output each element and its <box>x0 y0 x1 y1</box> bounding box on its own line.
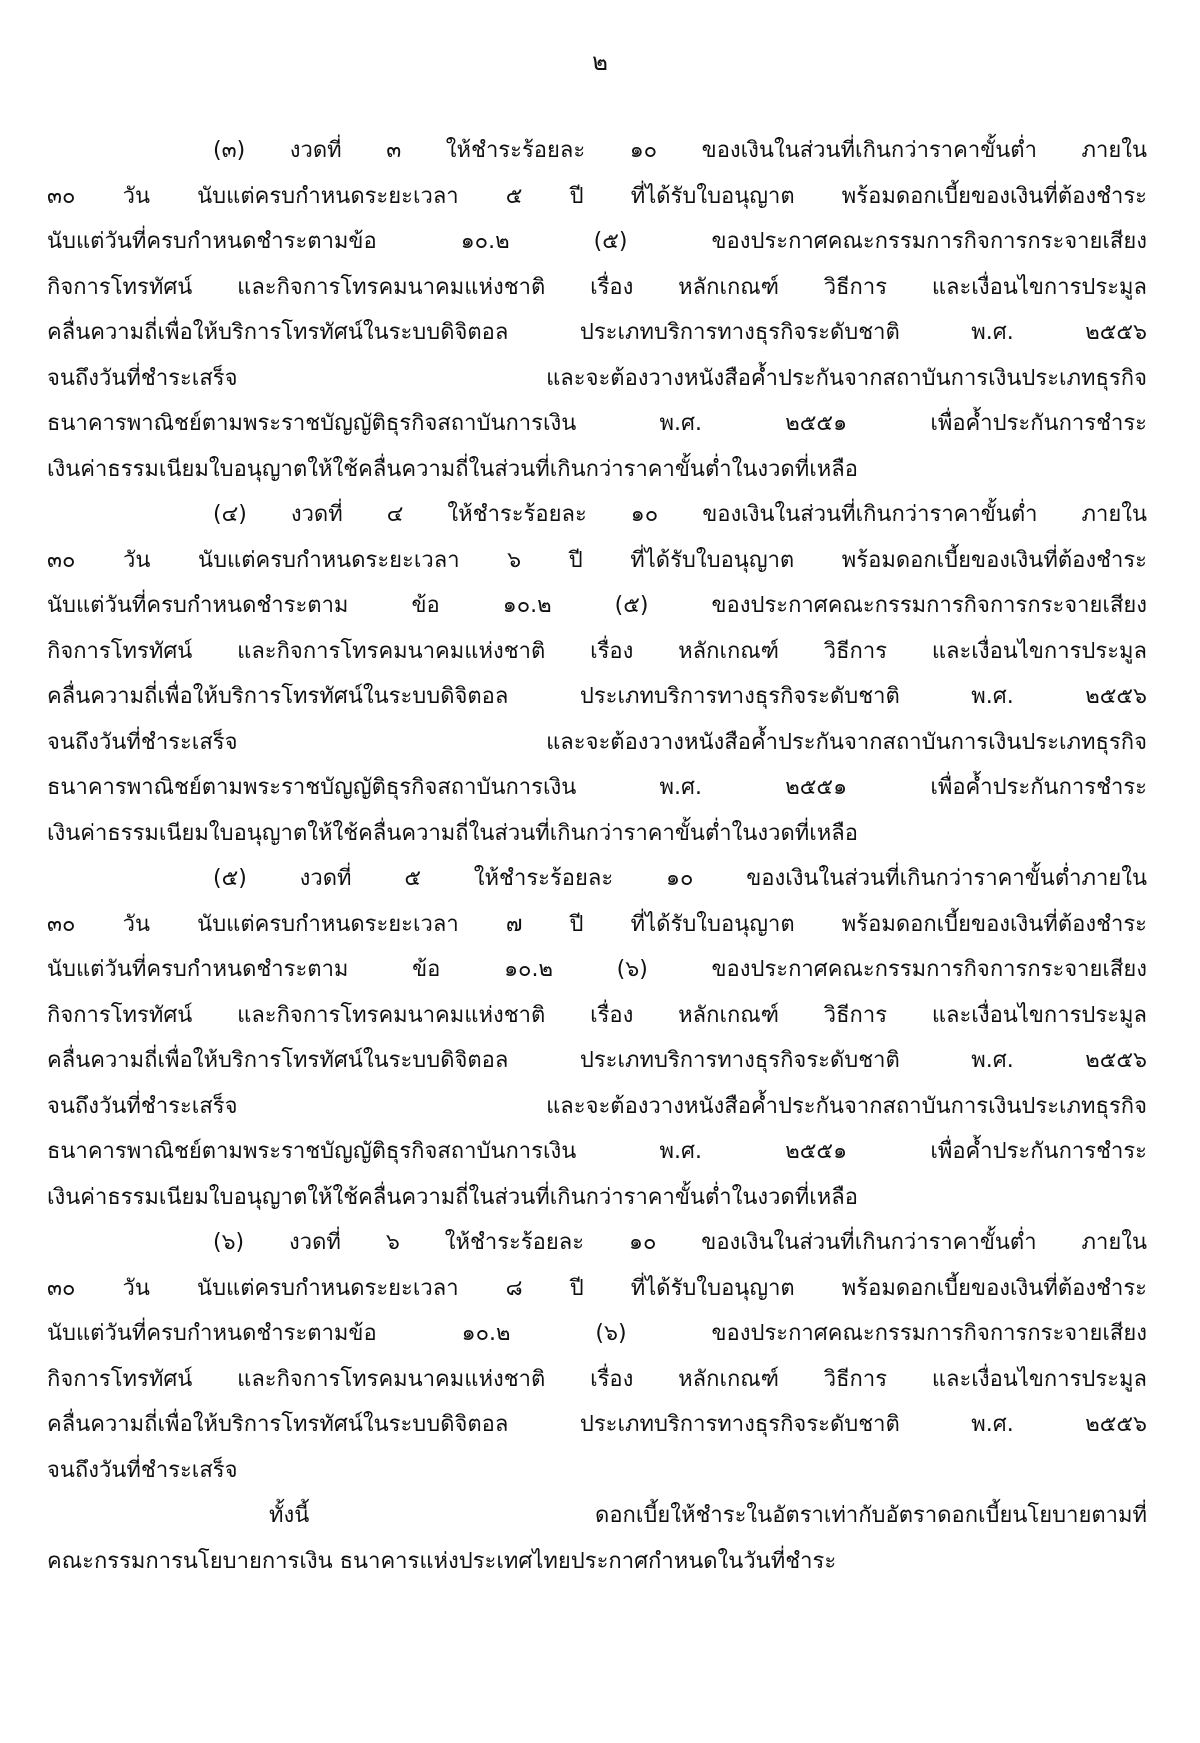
paragraph-line: จนถึงวันที่ชำระเสร็จ และจะต้องวางหนังสือค้ำประกันจากสถาบันการเงินประเภทธุรกิจ <box>47 729 1147 755</box>
paragraph-line: ๓๐ วัน นับแต่ครบกำหนดระยะเวลา ๕ ปี ที่ได้รับใบอนุญาต พร้อมดอกเบี้ยของเงินที่ต้องชำระ <box>47 183 1147 209</box>
installment-6-paragraph <box>47 1220 1147 1493</box>
paragraph-line: กิจการโทรทัศน์ และกิจการโทรคมนาคมแห่งชาติ เรื่อง หลักเกณฑ์ วิธีการ และเงื่อนไขการประมูล <box>47 638 1147 664</box>
paragraph-line: คณะกรรมการนโยบายการเงิน ธนาคารแห่งประเทศไทยประกาศกำหนดในวันที่ชำระ <box>47 1548 837 1574</box>
paragraph-line: ทั้งนี้ ดอกเบี้ยให้ชำระในอัตราเท่ากับอัตราดอกเบี้ยนโยบายตามที่ <box>269 1503 1147 1528</box>
paragraph-line: ธนาคารพาณิชย์ตามพระราชบัญญัติธุรกิจสถาบันการเงิน พ.ศ. ๒๕๕๑ เพื่อค้ำประกันการชำระ <box>47 1139 1147 1164</box>
paragraph-line: (๕) งวดที่ ๕ ให้ชำระร้อยละ ๑๐ ของเงินในส่วนที่เกินกว่าราคาขั้นต่ำภายใน <box>213 866 1147 891</box>
page-number: ๒ <box>592 48 608 76</box>
paragraph-line: เงินค่าธรรมเนียมใบอนุญาตให้ใช้คลื่นความถี่ในส่วนที่เกินกว่าราคาขั้นต่ำในงวดที่เหลือ <box>47 456 858 482</box>
paragraph-line: ๓๐ วัน นับแต่ครบกำหนดระยะเวลา ๖ ปี ที่ได้รับใบอนุญาต พร้อมดอกเบี้ยของเงินที่ต้องชำระ <box>47 547 1147 573</box>
paragraph-line: นับแต่วันที่ครบกำหนดชำระตามข้อ ๑๐.๒ (๖) ของประกาศคณะกรรมการกิจการกระจายเสียง <box>47 1321 1147 1346</box>
paragraph-line: (๖) งวดที่ ๖ ให้ชำระร้อยละ ๑๐ ของเงินในส่วนที่เกินกว่าราคาขั้นต่ำ ภายใน <box>213 1230 1147 1255</box>
paragraph-line: ๓๐ วัน นับแต่ครบกำหนดระยะเวลา ๗ ปี ที่ได้รับใบอนุญาต พร้อมดอกเบี้ยของเงินที่ต้องชำระ <box>47 911 1147 937</box>
interest-rate-paragraph <box>47 1493 1147 1584</box>
paragraph-line: กิจการโทรทัศน์ และกิจการโทรคมนาคมแห่งชาติ เรื่อง หลักเกณฑ์ วิธีการ และเงื่อนไขการประมูล <box>47 274 1147 300</box>
paragraph-line: คลื่นความถี่เพื่อให้บริการโทรทัศน์ในระบบดิจิตอล ประเภทบริการทางธุรกิจระดับชาติ พ.ศ. ๒๕๕๖ <box>47 1048 1147 1073</box>
paragraph-line: นับแต่วันที่ครบกำหนดชำระตามข้อ ๑๐.๒ (๕) ของประกาศคณะกรรมการกิจการกระจายเสียง <box>47 229 1147 254</box>
paragraph-line: ธนาคารพาณิชย์ตามพระราชบัญญัติธุรกิจสถาบันการเงิน พ.ศ. ๒๕๕๑ เพื่อค้ำประกันการชำระ <box>47 411 1147 436</box>
paragraph-line: ธนาคารพาณิชย์ตามพระราชบัญญัติธุรกิจสถาบันการเงิน พ.ศ. ๒๕๕๑ เพื่อค้ำประกันการชำระ <box>47 775 1147 800</box>
paragraph-line: ๓๐ วัน นับแต่ครบกำหนดระยะเวลา ๘ ปี ที่ได้รับใบอนุญาต พร้อมดอกเบี้ยของเงินที่ต้องชำระ <box>47 1275 1147 1301</box>
paragraph-line: คลื่นความถี่เพื่อให้บริการโทรทัศน์ในระบบดิจิตอล ประเภทบริการทางธุรกิจระดับชาติ พ.ศ. ๒๕๕๖ <box>47 320 1147 345</box>
paragraph-line: (๔) งวดที่ ๔ ให้ชำระร้อยละ ๑๐ ของเงินในส่วนที่เกินกว่าราคาขั้นต่ำ ภายใน <box>213 502 1147 527</box>
paragraph-line: จนถึงวันที่ชำระเสร็จ <box>47 1457 238 1483</box>
installment-3-paragraph <box>47 128 1147 492</box>
installment-5-paragraph <box>47 856 1147 1220</box>
paragraph-line: (๓) งวดที่ ๓ ให้ชำระร้อยละ ๑๐ ของเงินในส่วนที่เกินกว่าราคาขั้นต่ำ ภายใน <box>213 138 1147 163</box>
paragraph-line: เงินค่าธรรมเนียมใบอนุญาตให้ใช้คลื่นความถี่ในส่วนที่เกินกว่าราคาขั้นต่ำในงวดที่เหลือ <box>47 820 858 846</box>
installment-4-paragraph <box>47 492 1147 856</box>
paragraph-line: เงินค่าธรรมเนียมใบอนุญาตให้ใช้คลื่นความถี่ในส่วนที่เกินกว่าราคาขั้นต่ำในงวดที่เหลือ <box>47 1184 858 1210</box>
paragraph-line: จนถึงวันที่ชำระเสร็จ และจะต้องวางหนังสือค้ำประกันจากสถาบันการเงินประเภทธุรกิจ <box>47 365 1147 391</box>
paragraph-line: คลื่นความถี่เพื่อให้บริการโทรทัศน์ในระบบดิจิตอล ประเภทบริการทางธุรกิจระดับชาติ พ.ศ. ๒๕๕๖ <box>47 1412 1147 1437</box>
paragraph-line: กิจการโทรทัศน์ และกิจการโทรคมนาคมแห่งชาติ เรื่อง หลักเกณฑ์ วิธีการ และเงื่อนไขการประมูล <box>47 1002 1147 1028</box>
document-body <box>47 128 1147 1584</box>
paragraph-line: กิจการโทรทัศน์ และกิจการโทรคมนาคมแห่งชาติ เรื่อง หลักเกณฑ์ วิธีการ และเงื่อนไขการประมูล <box>47 1366 1147 1392</box>
paragraph-line: คลื่นความถี่เพื่อให้บริการโทรทัศน์ในระบบดิจิตอล ประเภทบริการทางธุรกิจระดับชาติ พ.ศ. ๒๕๕๖ <box>47 684 1147 709</box>
paragraph-line: นับแต่วันที่ครบกำหนดชำระตาม ข้อ ๑๐.๒ (๕) ของประกาศคณะกรรมการกิจการกระจายเสียง <box>47 593 1147 618</box>
paragraph-line: จนถึงวันที่ชำระเสร็จ และจะต้องวางหนังสือค้ำประกันจากสถาบันการเงินประเภทธุรกิจ <box>47 1093 1147 1119</box>
paragraph-line: นับแต่วันที่ครบกำหนดชำระตาม ข้อ ๑๐.๒ (๖) ของประกาศคณะกรรมการกิจการกระจายเสียง <box>47 957 1147 982</box>
